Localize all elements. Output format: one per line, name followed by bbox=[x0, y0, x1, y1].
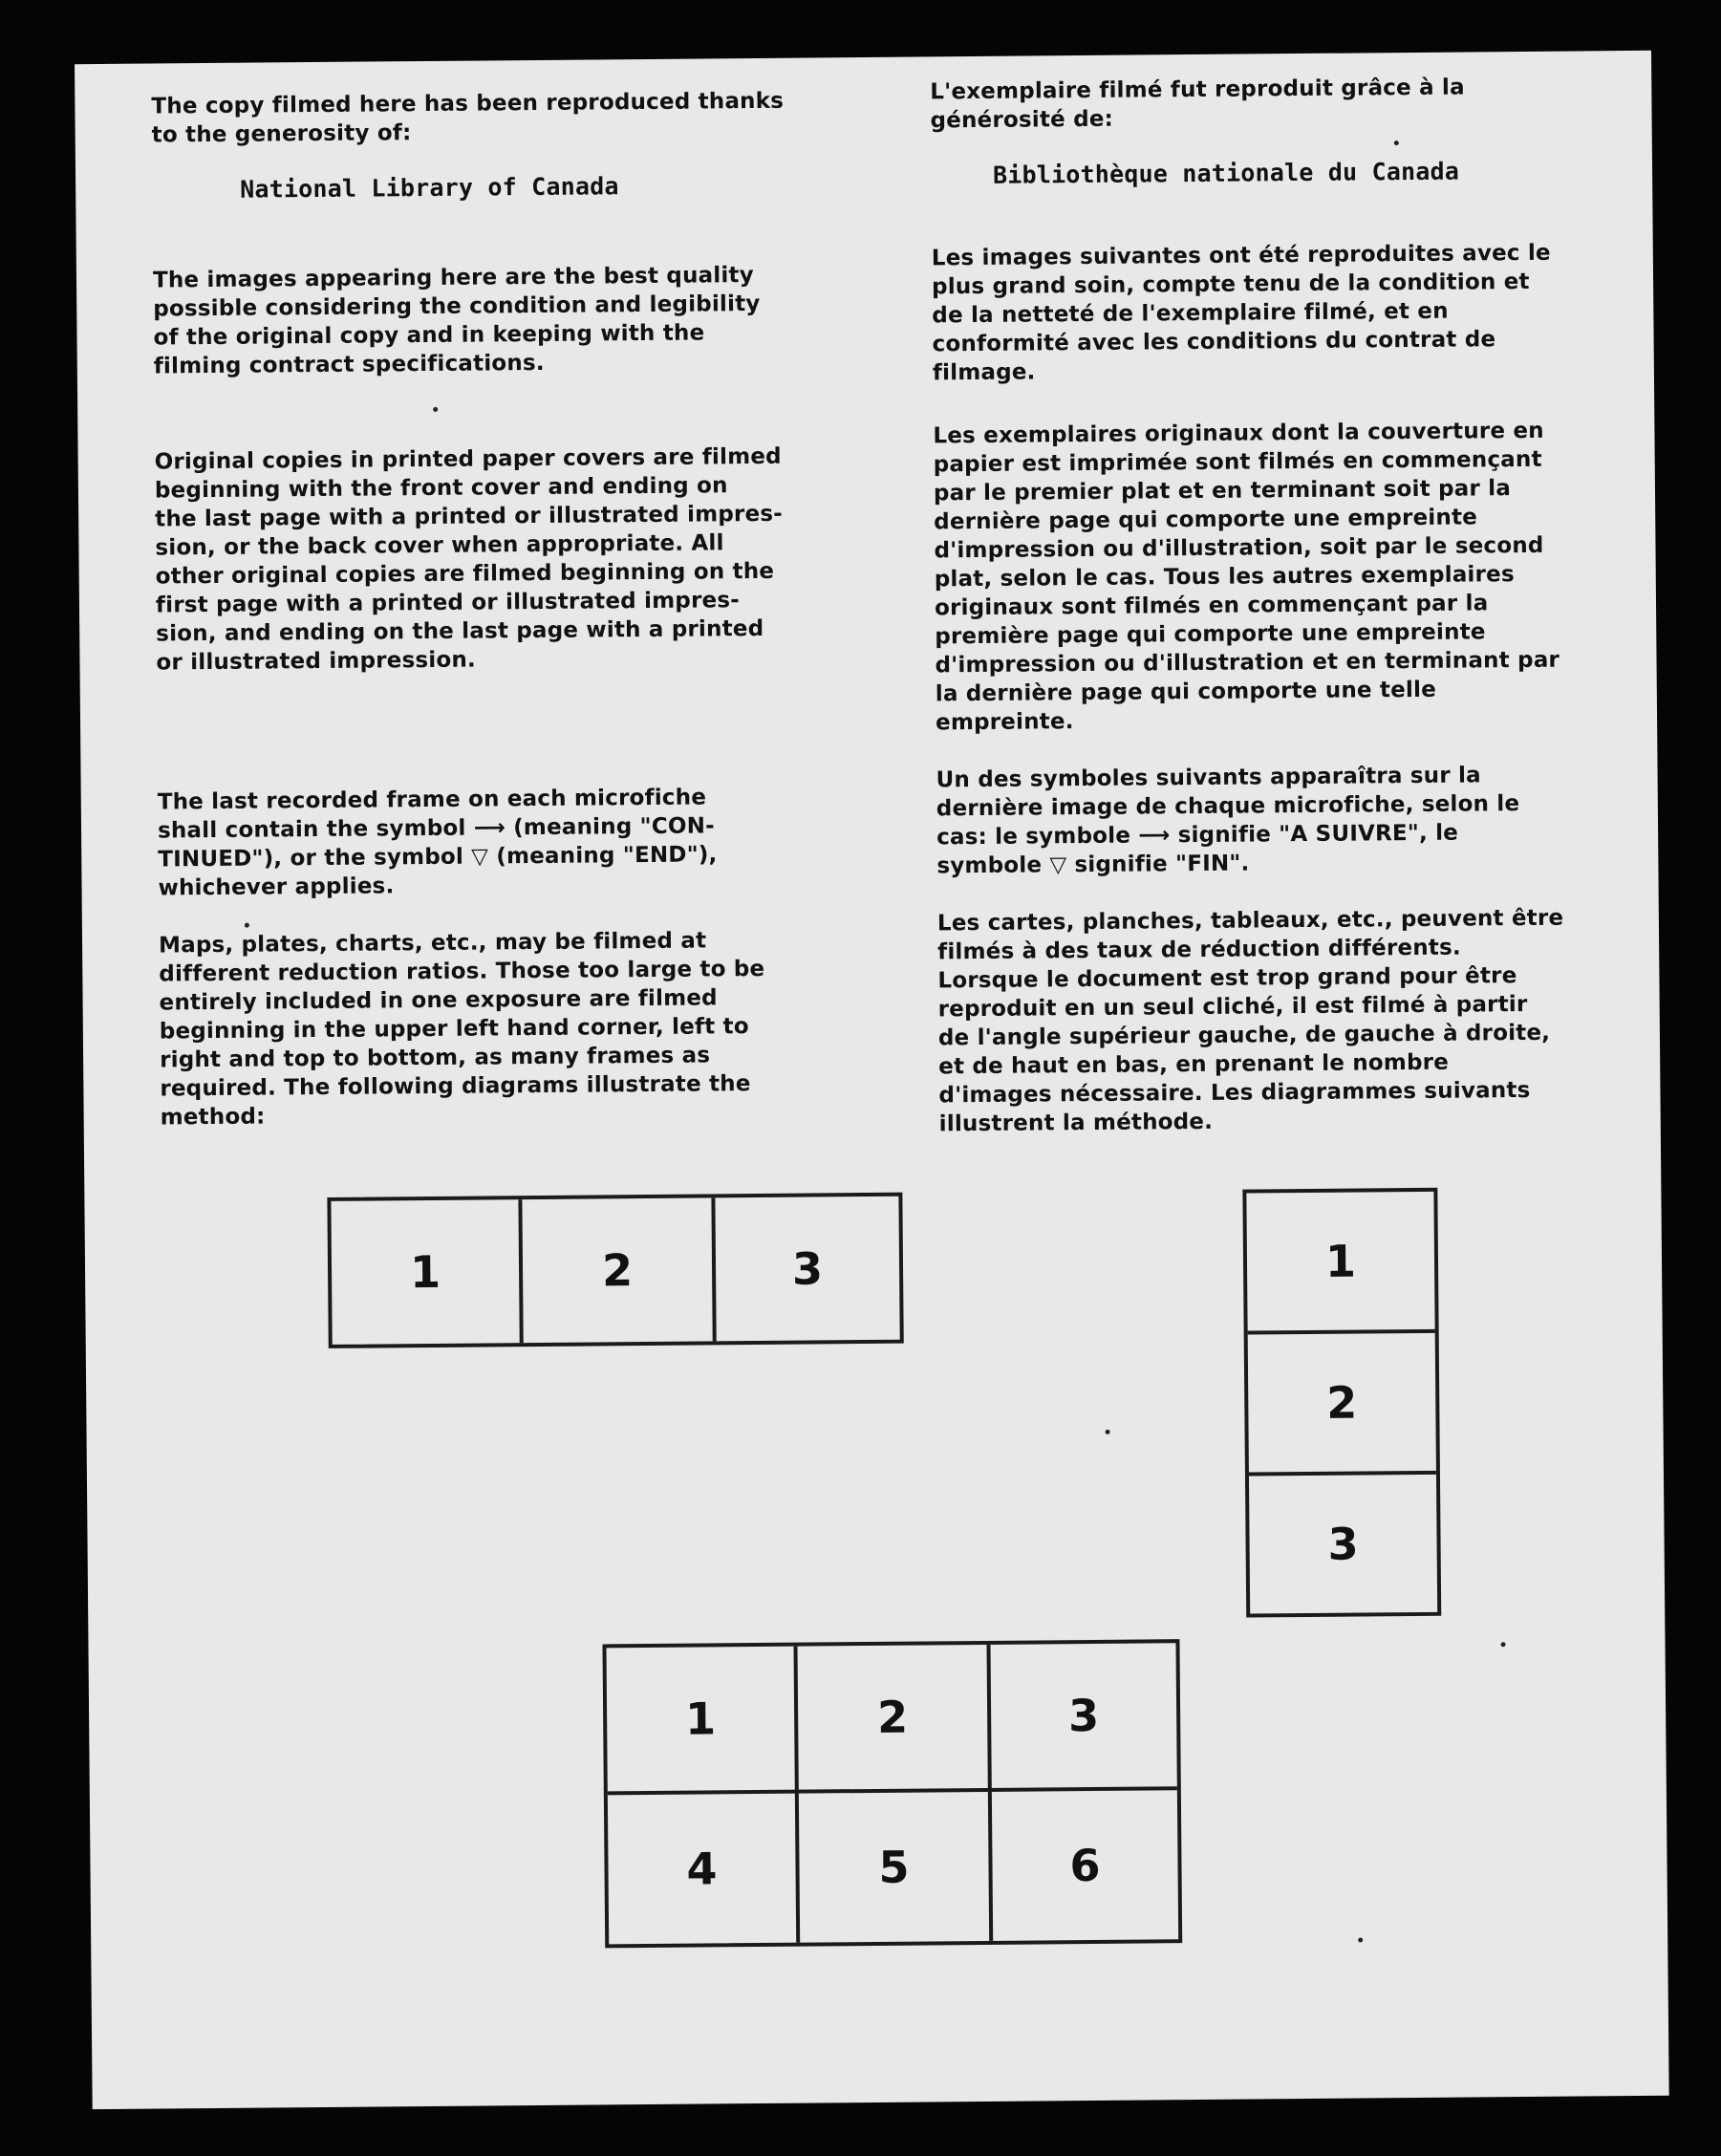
left-paragraph-covers: Original copies in printed paper covers are filmed beginning with the front cover and ending on the last page with a printed or illustrated impres- sion, or the back cover when appropriate. All other original copies are filmed beginning on the first page with a printed or illustrated impres- sion, and ending on the last page with a printed or illustrated impression. bbox=[154, 443, 784, 676]
left-paragraph-quality: The images appearing here are the best quality possible considering the condition and legibility of the original copy and in keeping with the filming contract specifications. bbox=[152, 263, 761, 379]
frame-number: 3 bbox=[1327, 1518, 1359, 1570]
right-institution: Bibliothèque nationale du Canada bbox=[992, 157, 1460, 189]
grid-frame-diagram bbox=[602, 1639, 1182, 1948]
vertical-frame-diagram bbox=[1242, 1188, 1441, 1618]
filmed-page bbox=[75, 51, 1669, 2109]
film-speck bbox=[1394, 140, 1399, 145]
film-speck bbox=[1358, 1938, 1363, 1943]
right-paragraph-symbols: Un des symboles suivants apparaîtra sur la dernière image de chaque microfiche, selon le cas: le symbole ⟶ signifie "A SUIVRE", le symbole ▽ signifie "FIN". bbox=[936, 763, 1520, 879]
film-speck bbox=[245, 923, 249, 928]
right-intro: L'exemplaire filmé fut reproduit grâce à la générosité de: bbox=[930, 75, 1465, 134]
frame-number: 3 bbox=[791, 1242, 824, 1295]
frame-number: 4 bbox=[686, 1843, 718, 1895]
frame-number: 6 bbox=[1069, 1839, 1101, 1892]
right-paragraph-quality: Les images suivantes ont été reproduites avec le plus grand soin, compte tenu de la condition et de la netteté de l'exemplaire filmé, et en conformité avec les conditions du contrat de filmage. bbox=[931, 240, 1551, 386]
right-paragraph-maps: Les cartes, planches, tableaux, etc., peuvent être filmés à des taux de réduction différents. Lorsque le document est trop grand pour être reproduit en un seul cliché, il est filmé à partir de l'angle supérieur gauche, de gauche à droite, et de haut en bas, en prenant le nombre d'images nécessaire. Les diagrammes suivants illustrent la méthode. bbox=[936, 905, 1564, 1137]
frame-number: 2 bbox=[876, 1691, 909, 1743]
left-institution: National Library of Canada bbox=[240, 172, 619, 204]
left-paragraph-maps: Maps, plates, charts, etc., may be filmed at different reduction ratios. Those too large to be entirely included in one exposure are filmed beginning in the upper left hand corner, left to right and top to bottom, as many frames as required. The following diagrams illustrate the method: bbox=[158, 928, 765, 1131]
film-speck bbox=[433, 407, 438, 412]
horizontal-frame-diagram bbox=[327, 1193, 903, 1348]
left-intro: The copy filmed here has been reproduced thanks to the generosity of: bbox=[151, 88, 785, 148]
right-paragraph-covers: Les exemplaires originaux dont la couverture en papier est imprimée sont filmés en commençant par le premier plat et en terminant soit par la dernière page qui comporte une empreinte d'impression ou d'illustration, soit par le second plat, selon le cas. Tous les autres exemplaires originaux sont filmés en commençant par la première page qui comporte une empreinte d'impression ou d'illustration et en terminant par la dernière page qui comporte une telle empreinte. bbox=[933, 418, 1560, 736]
frame-number: 1 bbox=[1324, 1235, 1357, 1287]
frame-number: 1 bbox=[409, 1245, 441, 1299]
frame-number: 1 bbox=[684, 1692, 717, 1745]
film-speck bbox=[1500, 1642, 1505, 1647]
left-paragraph-symbols: The last recorded frame on each microfiche shall contain the symbol ⟶ (meaning "CON- TINUED"), or the symbol ▽ (meaning "END"), whichever applies. bbox=[157, 785, 718, 901]
frame-number: 3 bbox=[1067, 1689, 1100, 1742]
frame-number: 2 bbox=[1326, 1376, 1358, 1429]
frame-number: 2 bbox=[601, 1244, 634, 1297]
frame-number: 5 bbox=[878, 1841, 910, 1893]
film-speck bbox=[1106, 1430, 1110, 1434]
